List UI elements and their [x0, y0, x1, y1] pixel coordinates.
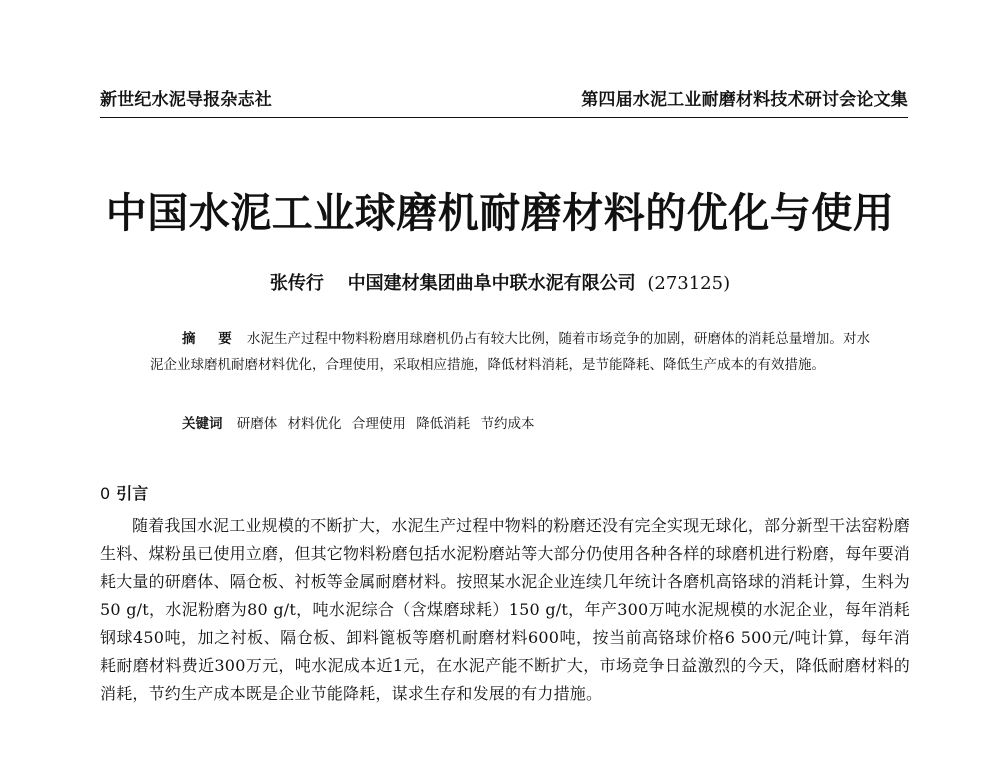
proceedings-name: 第四届水泥工业耐磨材料技术研讨会论文集: [581, 90, 908, 110]
keyword: 节约成本: [480, 416, 535, 432]
author-line: [0, 273, 1000, 295]
keyword: 合理使用: [351, 416, 406, 432]
postcode: (273125): [647, 273, 731, 294]
keyword: 材料优化: [287, 416, 342, 432]
section-heading-introduction: [100, 484, 148, 503]
keyword: 降低消耗: [416, 416, 471, 432]
keywords: [182, 414, 540, 434]
keyword: 研磨体: [236, 416, 278, 432]
body-paragraph: 随着我国水泥工业规模的不断扩大，水泥生产过程中物料的粉磨还没有完全实现无球化，部分新型干法窑粉磨生料、煤粉虽已使用立磨，但其它物料粉磨包括水泥粉磨站等大部分仍使用各种各样的球磨机进行粉磨，每年要消耗大量的研磨体、隔仓板、衬板等金属耐磨材料。按照某水泥企业连续几年统计各磨机高铬球的消耗计算，生料为50 g/t，水泥粉磨为80 g/t，吨水泥综合（含煤磨球耗）150 g/t，年产300万吨水泥规模的水泥企业，每年消耗钢球450吨，加之衬板、隔仓板、卸料篦板等磨机耐磨材料600吨，按当前高铬球价格6 500元/吨计算，每年消耗耐磨材料费近300万元，吨水泥成本近1元，在水泥产能不断扩大，市场竞争日益激烈的今天，降低耐磨材料的消耗，节约生产成本既是企业节能降耗，谋求生存和发展的有力措施。: [100, 516, 911, 703]
abstract: [150, 326, 870, 378]
running-header: [100, 92, 908, 109]
author-affiliation: 中国建材集团曲阜中联水泥有限公司: [347, 273, 636, 294]
paper-title: 中国水泥工业球磨机耐磨材料的优化与使用: [105, 189, 895, 237]
section-number: 0: [100, 484, 111, 503]
author-name: 张传行: [269, 273, 324, 294]
section-title: 引言: [116, 484, 149, 503]
journal-name: 新世纪水泥导报杂志社: [100, 90, 272, 110]
abstract-label: 摘 要: [182, 331, 241, 347]
keywords-label: 关键词: [182, 416, 223, 432]
header-rule: [100, 117, 908, 118]
abstract-text: 水泥生产过程中物料粉磨用球磨机仍占有较大比例，随着市场竞争的加剧，研磨体的消耗总量增加。对水泥企业球磨机耐磨材料优化，合理使用，采取相应措施，降低材料消耗，是节能降耗、降低生产成本的有效措施。: [150, 331, 870, 373]
